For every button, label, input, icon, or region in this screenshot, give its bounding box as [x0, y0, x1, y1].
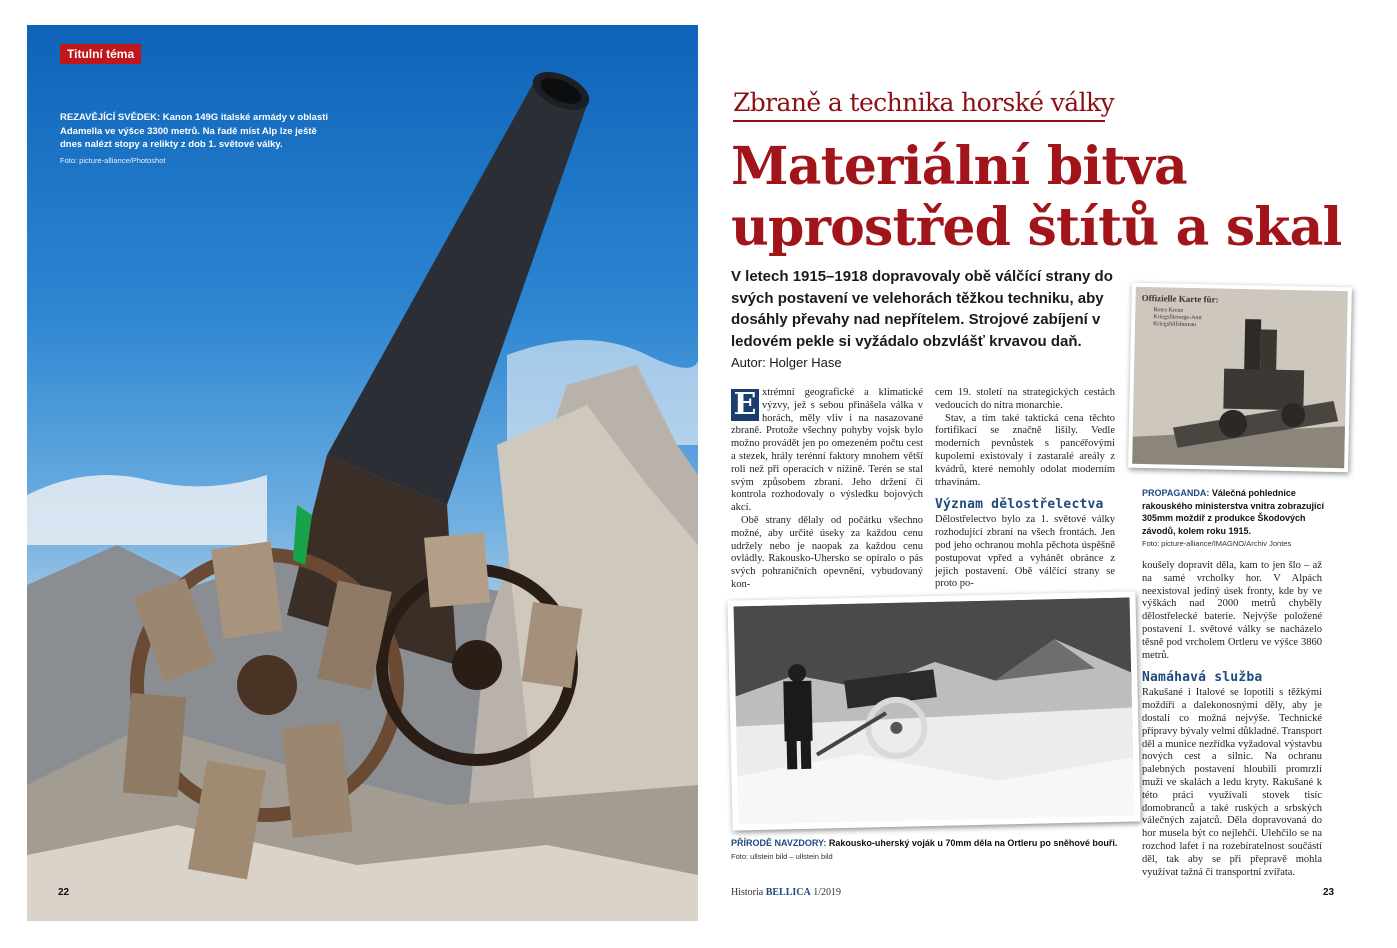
caption-text: Válečná pohlednice rakouského ministerstva vnitra zobrazující 305mm moždíř z produkce Škodových závodů, kolem roku 1915. — [1142, 488, 1325, 536]
paragraph: Stav, a tím také taktická cena těchto fortifikací se značně lišily. Vedle moderních pevnůstek s pancéřovými kupolemi existovaly i zastaralé areály z kvádrů, které nemohly odolat moderním trhavinám. — [935, 412, 1115, 488]
postcard-text-4: Kriegshilfsbureau — [1153, 321, 1197, 329]
paragraph: cem 19. století na strategických cestách vedoucích do nitra monarchie. — [935, 387, 1115, 411]
page-number-left: 22 — [58, 887, 70, 898]
caption-text: Rakousko-uherský voják u 70mm děla na Ortleru po sněhové bouři. — [826, 838, 1118, 848]
caption-credit: Foto: picture-alliance/IMAGNO/Archiv Jontes — [1142, 539, 1292, 548]
soldier-photo-caption — [731, 837, 1141, 863]
paragraph — [731, 387, 923, 515]
paragraph: Dělostřelectvo bylo za 1. světové války rozhodující zbraní na všech frontách. Jen pod jeho ochranou mohla pěchota úspěšně postupovat vpřed a vyhánět obránce z jejich postavení. Obě válčící strany se proto po- — [935, 514, 1115, 590]
page-number-right: 23 — [1323, 887, 1335, 898]
author-byline: Autor: Holger Hase — [731, 355, 842, 370]
propaganda-caption — [1142, 487, 1332, 551]
cover-photo-caption — [60, 111, 340, 167]
soldier-with-gun-illustration — [734, 598, 1135, 825]
paragraph: Rakušané i Italové se lopotili s těžkými moždíři a dalekonosnými děly, aby je dostali co možná nejvýše. Technické přípravy bývaly velmi důkladné. Transport děl a munice nezřídka vyžadoval výstavbu nových cest a silnic. Na ochranu palebných postavení hloubili promrzlí muži ve skalách a ledu kryty. Rakušané k této práci využívali stovek tisíc domobranců a také ruských a srbských válečných zajatců. Děla dopravovaná do hor musela být co nejlehčí. Ulehčilo se na rozchod lafet i na rozebíratelnost součástí děl, tak aby se při přepravě mohla využívat tažná či transportní zvířata. — [1142, 687, 1322, 878]
drop-cap: E — [731, 389, 759, 421]
article-lede — [731, 266, 1116, 374]
caption-credit: Foto: ullstein bild – ullstein bild — [731, 851, 833, 861]
headline-line-2: uprostřed štítů a skal — [731, 197, 1342, 258]
paragraph: Obě strany dělaly od počátku všechno možné, aby určité úseky za každou cenu udržely nebo je naopak za každou cenu ovládly. Rakousko-Uhersko se opíralo o pás svých pohraničních opevnění, vybudovaný kon- — [731, 514, 923, 590]
article-headline — [731, 136, 1351, 258]
caption-credit: Foto: picture-alliance/Photoshot — [60, 155, 166, 165]
footer-issue: 1/2019 — [810, 887, 842, 898]
subheading: Význam dělostřelectva — [935, 497, 1104, 513]
mortar-illustration — [1132, 287, 1348, 468]
footer-brand: BELLICA — [765, 887, 811, 898]
headline-line-1: Materiální bitva — [731, 136, 1187, 197]
caption-lead: PROPAGANDA: — [1142, 488, 1210, 498]
postcard-text-1: Offizielle Karte für: — [1141, 292, 1219, 305]
propaganda-postcard-photo — [1128, 283, 1352, 473]
lede-text: V letech 1915–1918 dopravovaly obě válčící strany do svých postavení ve velehorách těžkou techniku, aby dosáhly převahy nad nepřítelem. Strojové zabíjení v ledovém pekle si vyžádalo obzvlášť krvavou daň. — [731, 268, 1113, 350]
paragraph: koušely dopravit děla, kam to jen šlo – až na samé vrcholky hor. V Alpách neexistoval jediný úsek fronty, kde by ve výškách nad 2000 metrů chyběly dělostřelecké baterie. Nejvýše položené postavení 1. světové války se nacházelo těsně pod vrcholem Ortleru ve výšce 3860 metrů. — [1142, 560, 1322, 661]
article-column-3 — [1142, 560, 1322, 879]
paragraph-text: xtrémní geografické a klimatické výzvy, jež s sebou přinášela válka v horách, měly vliv i na nasazované zbraně. Protože všechny pohyby vojsk bylo možno provádět jen po omezeném počtu cest a stezek, hrály terénní faktory mnohem větší roli než při operacích v nížině. Terén se stal svým způsobem zbraní. Jeho držení či kontrola rozhodovaly o výsledku bojových akcí. — [731, 387, 923, 514]
ortler-soldier-photo — [727, 591, 1140, 830]
topic-tag: Titulní téma — [60, 44, 141, 64]
magazine-footer — [731, 887, 841, 898]
section-kicker: Zbraně a technika horské války — [733, 88, 1105, 122]
article-column-2 — [935, 387, 1115, 591]
caption-lead: REZAVĚJÍCÍ SVĚDEK: — [60, 112, 161, 123]
subheading: Namáhavá služba — [1142, 670, 1263, 686]
postcard-text-3: Kriegsfürsorge-Amt — [1153, 314, 1202, 322]
caption-lead: PŘÍRODĚ NAVZDORY: — [731, 838, 827, 848]
article-column-1 — [731, 387, 923, 592]
postcard-text-2: Rotes Kreuz — [1153, 307, 1184, 314]
caption-text: Kanon 149G italské armády v oblasti Adamella ve výšce 3300 metrů. Na řadě míst Alp lze ještě dnes nalézt stopy a relikty z dob 1. světové války. — [60, 112, 329, 150]
footer-prefix: Historia — [731, 887, 766, 898]
